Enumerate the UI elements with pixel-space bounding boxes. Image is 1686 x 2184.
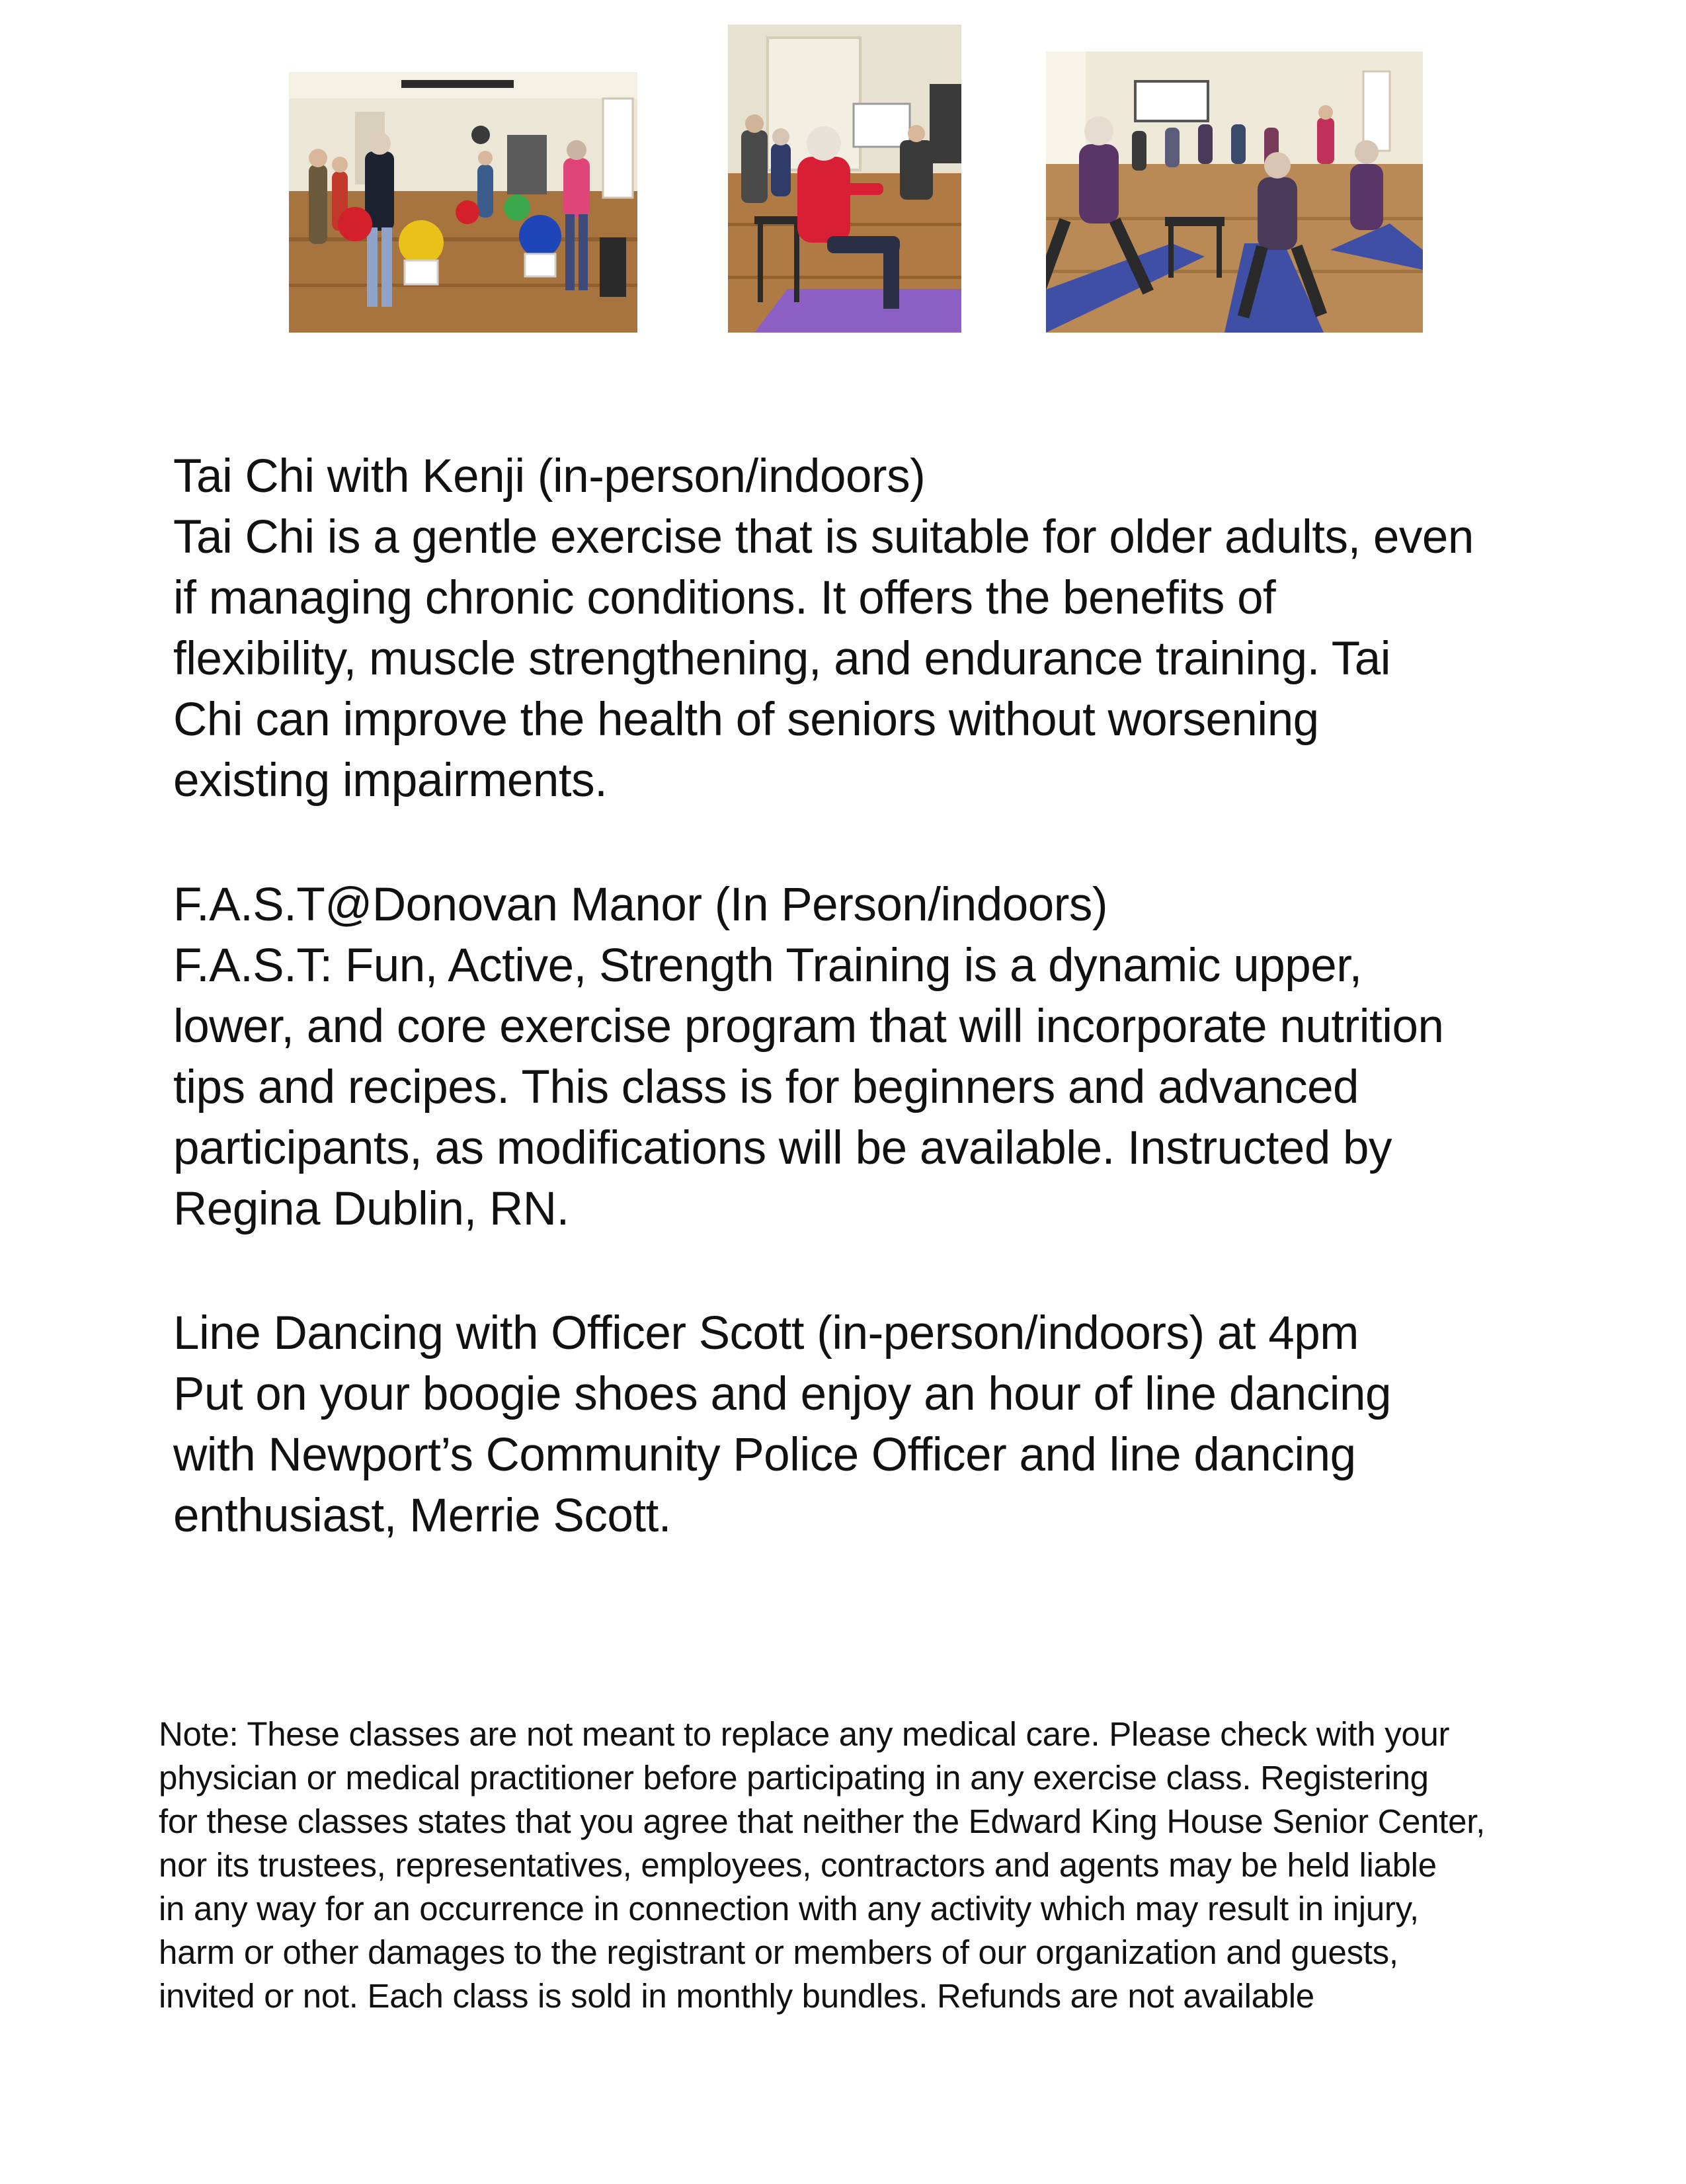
fast-description-line: participants, as modifications will be available. Instructed by (173, 1122, 1392, 1174)
disclaimer-line: Note: These classes are not meant to replace any medical care. Please check with your (159, 1715, 1450, 1753)
fast-description-line: lower, and core exercise program that will incorporate nutrition (173, 1000, 1444, 1053)
tai-chi-description-line: Chi can improve the health of seniors without worsening (173, 694, 1319, 746)
fast-description-line: tips and recipes. This class is for beginners and advanced (173, 1061, 1359, 1113)
chair-exercise-class-illustration (728, 24, 961, 333)
exercise-ball-class-illustration (289, 72, 637, 333)
line-dancing-description-line: enthusiast, Merrie Scott. (173, 1490, 672, 1542)
yoga-lunge-class-photo (1046, 52, 1423, 333)
tai-chi-description-line: existing impairments. (173, 754, 608, 807)
fast-description-line: F.A.S.T: Fun, Active, Strength Training is a dynamic upper, (173, 940, 1362, 992)
disclaimer-line: harm or other damages to the registrant or members of our organization and guests, (159, 1933, 1398, 1971)
disclaimer-line: for these classes states that you agree that neither the Edward King House Senior Center, (159, 1802, 1485, 1840)
tai-chi-description-line: flexibility, muscle strengthening, and endurance training. Tai (173, 633, 1391, 685)
tai-chi-description-line: if managing chronic conditions. It offers the benefits of (173, 572, 1276, 624)
chair-exercise-class-photo (728, 24, 961, 333)
disclaimer-line: nor its trustees, representatives, employees, contractors and agents may be held liable (159, 1846, 1437, 1884)
exercise-ball-class-photo (289, 72, 637, 333)
line-dancing-description-line: with Newport’s Community Police Officer and line dancing (173, 1429, 1356, 1481)
fast-section (173, 875, 1522, 1240)
line-dancing-title: Line Dancing with Officer Scott (in-person/indoors) at 4pm (173, 1307, 1359, 1359)
fast-description-line: Regina Dublin, RN. (173, 1183, 569, 1235)
disclaimer-line: invited or not. Each class is sold in monthly bundles. Refunds are not available (159, 1977, 1314, 2015)
tai-chi-description-line: Tai Chi is a gentle exercise that is suitable for older adults, even (173, 511, 1474, 563)
fast-title: F.A.S.T@Donovan Manor (In Person/indoors) (173, 879, 1108, 931)
tai-chi-title: Tai Chi with Kenji (in-person/indoors) (173, 450, 926, 503)
yoga-lunge-class-illustration (1046, 52, 1423, 333)
disclaimer-line: in any way for an occurrence in connection with any activity which may result in injury, (159, 1890, 1419, 1927)
disclaimer-line: physician or medical practitioner before participating in any exercise class. Registering (159, 1759, 1429, 1797)
line-dancing-section (173, 1303, 1522, 1547)
tai-chi-section (173, 446, 1522, 811)
line-dancing-description-line: Put on your boogie shoes and enjoy an hour of line dancing (173, 1368, 1392, 1420)
disclaimer-note (159, 1713, 1547, 2018)
